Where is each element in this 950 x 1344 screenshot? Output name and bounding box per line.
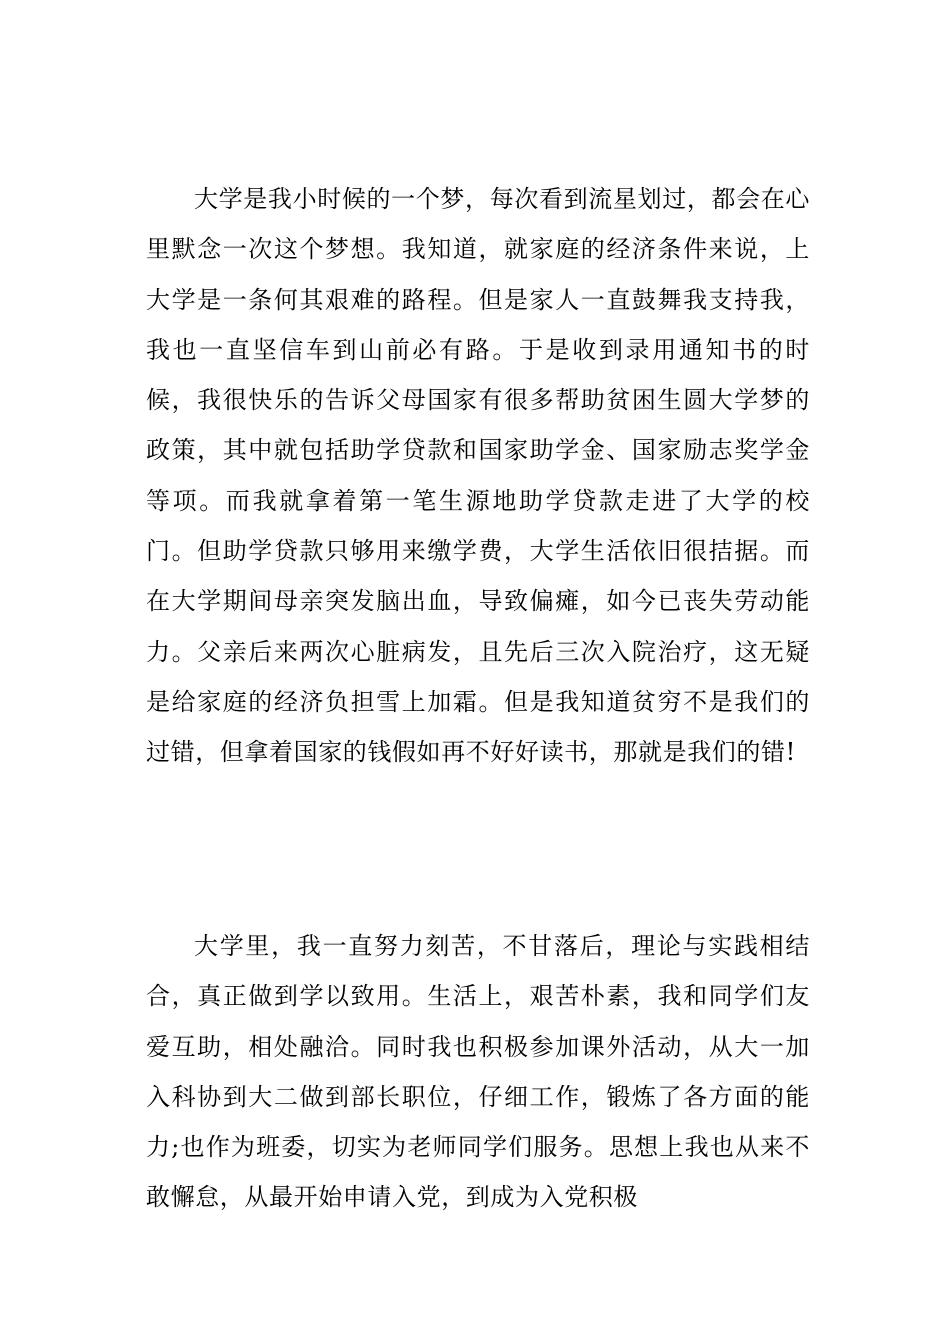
- body-paragraph-1: 大学是我小时候的一个梦，每次看到流星划过，都会在心里默念一次这个梦想。我知道，就家庭的经济条件来说，上大学是一条何其艰难的路程。但是家人一直鼓舞我支持我，我也一直坚信车到山前必有路。于是收到录用通知书的时候，我很快乐的告诉父母国家有很多帮助贫困生圆大学梦的政策，其中就包括助学贷款和国家助学金、国家励志奖学金等项。而我就拿着第一笔生源地助学贷款走进了大学的校门。但助学贷款只够用来缴学费，大学生活依旧很拮据。而在大学期间母亲突发脑出血，导致偏瘫，如今已丧失劳动能力。父亲后来两次心脏病发，且先后三次入院治疗，这无疑是给家庭的经济负担雪上加霜。但是我知道贫穷不是我们的过错，但拿着国家的钱假如再不好好读书，那就是我们的错!: [146, 185, 810, 767]
- body-paragraph-2: 大学里，我一直努力刻苦，不甘落后，理论与实践相结合，真正做到学以致用。生活上，艰苦朴素，我和同学们友爱互助，相处融洽。同时我也积极参加课外活动，从大一加入科协到大二做到部长职位，仔细工作，锻炼了各方面的能力;也作为班委，切实为老师同学们服务。思想上我也从来不敢懈怠，从最开始申请入党，到成为入党积极: [146, 932, 810, 1212]
